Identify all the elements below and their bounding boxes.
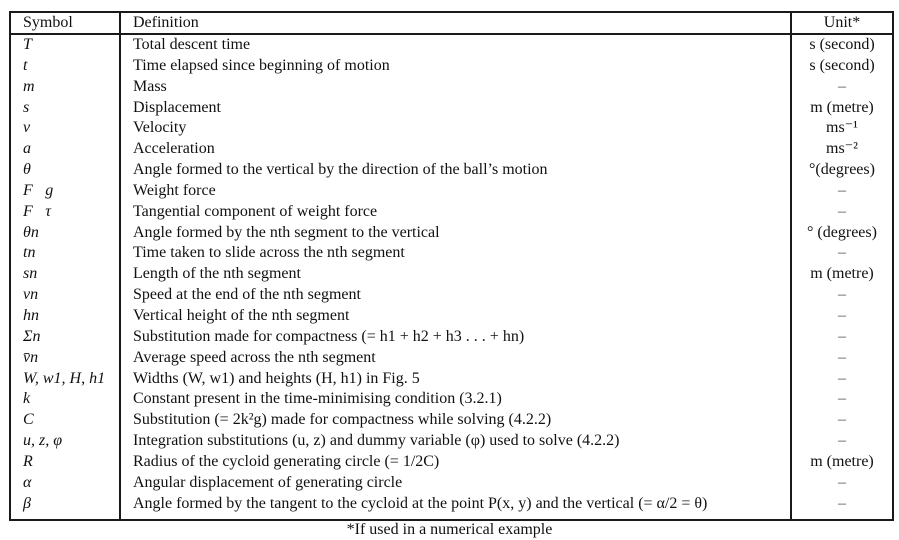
row-symbol: a⃗ bbox=[23, 140, 44, 158]
row-definition: Time taken to slide across the nth segment bbox=[133, 244, 405, 262]
row-symbol: v̄n bbox=[23, 348, 39, 366]
header-unit: Unit* bbox=[823, 14, 861, 31]
row-symbol: vn bbox=[23, 286, 39, 304]
table-row bbox=[11, 118, 892, 139]
table-row bbox=[11, 494, 892, 515]
row-unit: °(degrees) bbox=[809, 161, 875, 179]
table-row bbox=[11, 181, 892, 202]
row-unit: – bbox=[838, 181, 846, 199]
table-body bbox=[11, 35, 892, 514]
table-row bbox=[11, 264, 892, 285]
row-definition: Angle formed by the tangent to the cycloid at the point P(x, y) and the vertical (= α/2 = θ) bbox=[133, 494, 708, 512]
row-symbol: m bbox=[23, 77, 35, 95]
row-definition: Substitution made for compactness (= h1 + h2 + h3 . . . + hn) bbox=[133, 327, 525, 345]
table-row bbox=[11, 56, 892, 77]
row-symbol: v⃗ bbox=[23, 119, 43, 137]
row-definition: Speed at the end of the nth segment bbox=[133, 286, 361, 304]
row-unit: – bbox=[838, 244, 846, 262]
row-definition: Time elapsed since beginning of motion bbox=[133, 56, 390, 74]
row-definition: Angle formed to the vertical by the direction of the ball’s motion bbox=[133, 161, 548, 179]
table-row bbox=[11, 35, 892, 56]
row-definition: Constant present in the time-minimising condition (3.2.1) bbox=[133, 390, 502, 408]
table-row bbox=[11, 410, 892, 431]
row-unit: – bbox=[838, 202, 846, 220]
row-definition: Weight force bbox=[133, 181, 216, 199]
table-row bbox=[11, 285, 892, 306]
row-unit: ms⁻¹ bbox=[826, 119, 858, 137]
row-unit: m (metre) bbox=[810, 265, 874, 283]
row-symbol: α bbox=[23, 473, 32, 491]
row-unit: m (metre) bbox=[810, 98, 874, 116]
table-row bbox=[11, 348, 892, 369]
row-unit: m (metre) bbox=[810, 452, 874, 470]
header-symbol: Symbol bbox=[23, 14, 73, 31]
row-definition: Angular displacement of generating circle bbox=[133, 473, 403, 491]
row-unit: – bbox=[838, 494, 846, 512]
table-row bbox=[11, 77, 892, 98]
row-symbol: hn bbox=[23, 306, 39, 324]
row-definition: Velocity bbox=[133, 119, 187, 137]
row-symbol: Σn bbox=[23, 327, 41, 345]
table-row bbox=[11, 306, 892, 327]
table-row bbox=[11, 160, 892, 181]
row-definition: Radius of the cycloid generating circle (= 1/2C) bbox=[133, 452, 440, 470]
row-symbol: W, w1, H, h1 bbox=[23, 369, 106, 387]
symbol-table bbox=[9, 11, 894, 521]
row-symbol: F⃗g bbox=[23, 181, 54, 199]
row-unit: – bbox=[838, 390, 846, 408]
row-definition: Mass bbox=[133, 77, 167, 95]
row-unit: ° (degrees) bbox=[807, 223, 877, 241]
row-symbol: T bbox=[23, 36, 32, 53]
row-unit: – bbox=[838, 432, 846, 450]
row-unit: – bbox=[838, 306, 846, 324]
row-unit: s (second) bbox=[809, 36, 875, 53]
row-definition: Acceleration bbox=[133, 140, 215, 158]
row-symbol: sn bbox=[23, 265, 38, 283]
row-symbol: β bbox=[23, 494, 31, 512]
row-unit: – bbox=[838, 327, 846, 345]
row-symbol: k bbox=[23, 390, 31, 408]
row-symbol: θ bbox=[23, 161, 31, 179]
row-symbol: C bbox=[23, 411, 34, 429]
table-row bbox=[11, 473, 892, 494]
table-row bbox=[11, 243, 892, 264]
row-definition: Tangential component of weight force bbox=[133, 202, 378, 220]
row-definition: Displacement bbox=[133, 98, 221, 116]
row-definition: Length of the nth segment bbox=[133, 265, 301, 283]
row-symbol: θn bbox=[23, 223, 39, 241]
row-definition: Total descent time bbox=[133, 36, 251, 53]
footnote: *If used in a numerical example bbox=[346, 521, 553, 538]
table-row bbox=[11, 389, 892, 410]
row-unit: – bbox=[838, 473, 846, 491]
table-row bbox=[11, 98, 892, 119]
row-symbol: t bbox=[23, 56, 28, 74]
row-definition: Integration substitutions (u, z) and dummy variable (φ) used to solve (4.2.2) bbox=[133, 432, 620, 450]
row-unit: – bbox=[838, 77, 846, 95]
row-unit: – bbox=[838, 286, 846, 304]
row-definition: Widths (W, w1) and heights (H, h1) in Fig. 5 bbox=[133, 369, 420, 387]
table-row bbox=[11, 431, 892, 452]
table-row bbox=[11, 139, 892, 160]
table-row bbox=[11, 202, 892, 223]
table-header bbox=[11, 13, 892, 35]
table-row bbox=[11, 369, 892, 390]
row-definition: Substitution (= 2k²g) made for compactness while solving (4.2.2) bbox=[133, 411, 552, 429]
row-unit: – bbox=[838, 411, 846, 429]
row-unit: s (second) bbox=[809, 56, 875, 74]
table-row bbox=[11, 223, 892, 244]
table-row bbox=[11, 327, 892, 348]
row-unit: ms⁻² bbox=[826, 140, 858, 158]
row-symbol: F⃗τ bbox=[23, 202, 51, 220]
row-symbol: u, z, φ bbox=[23, 432, 63, 450]
row-unit: – bbox=[838, 348, 846, 366]
table-row bbox=[11, 452, 892, 473]
header-definition: Definition bbox=[133, 14, 199, 31]
row-symbol: s⃗ bbox=[23, 98, 42, 116]
row-definition: Average speed across the nth segment bbox=[133, 348, 376, 366]
row-unit: – bbox=[838, 369, 846, 387]
row-definition: Vertical height of the nth segment bbox=[133, 306, 350, 324]
row-symbol: tn bbox=[23, 244, 36, 262]
row-definition: Angle formed by the nth segment to the vertical bbox=[133, 223, 440, 241]
row-symbol: R bbox=[23, 452, 33, 470]
